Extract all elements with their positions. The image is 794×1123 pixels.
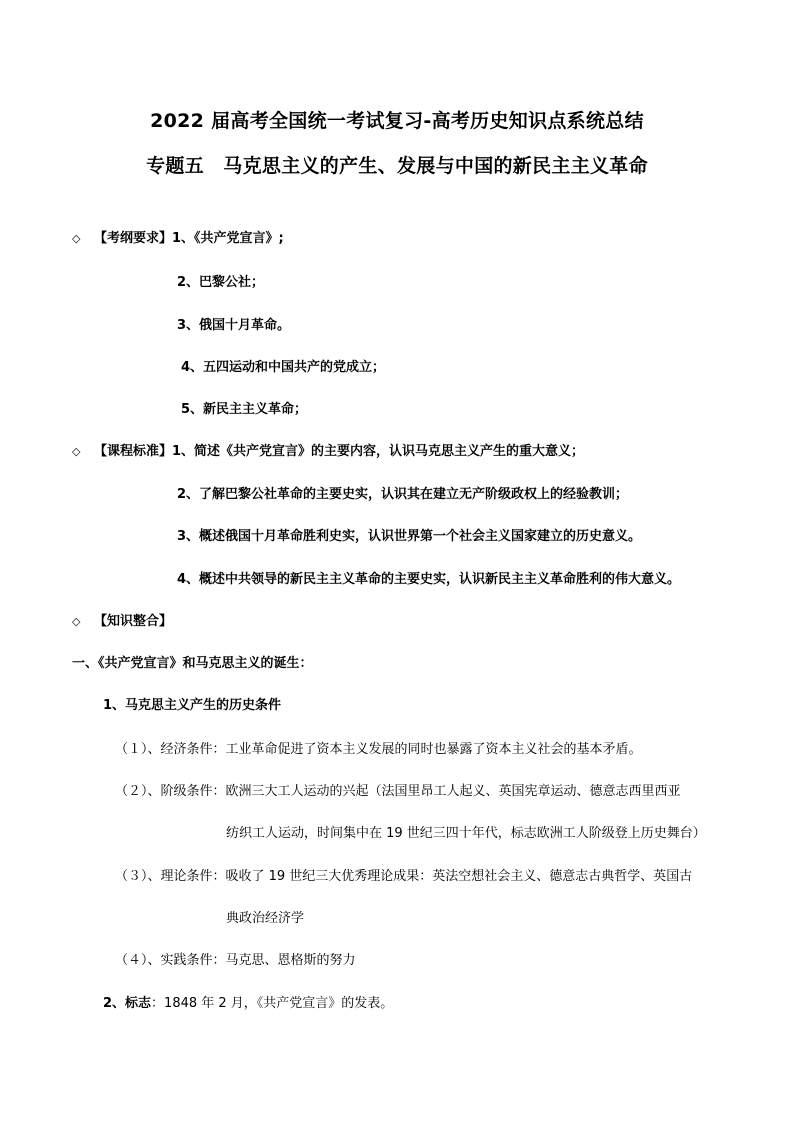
condition-item: （１）、经济条件：工业革命促进了资本主义发展的同时也暴露了资本主义社会的基本矛盾。 [115, 742, 642, 757]
standards-row [72, 443, 584, 461]
subsection-line [103, 995, 393, 1013]
condition-item: （２）、阶级条件：欧洲三大工人运动的兴起（法国里昂工人起义、英国宪章运动、德意志西里西亚 [115, 784, 681, 799]
syllabus-label: 【考纲要求】 [94, 231, 173, 246]
section-heading: 一、《共产党宣言》和马克思主义的诞生： [72, 656, 313, 671]
standards-item: 2、了解巴黎公社革命的主要史实，认识其在建立无产阶级政权上的经验教训； [177, 487, 629, 502]
syllabus-item: 3、俄国十月革命。 [177, 318, 291, 333]
syllabus-item: 1、《共产党宣言》; [172, 231, 284, 246]
page-subtitle: 专题五 马克思主义的产生、发展与中国的新民主主义革命 [146, 155, 648, 177]
condition-item-continued: 纺织工人运动，时间集中在 19 世纪三四十年代，标志欧洲工人阶级登上历史舞台） [226, 826, 706, 841]
diamond-bullet-icon: ◇ [72, 232, 81, 245]
subsection-heading: 1、马克思主义产生的历史条件 [103, 698, 282, 713]
page-title: 2022 届高考全国统一考试复习-高考历史知识点系统总结 [150, 110, 644, 132]
syllabus-item: 2、巴黎公社； [177, 275, 265, 290]
knowledge-label: 【知识整合】 [94, 614, 173, 629]
syllabus-item: 4、五四运动和中国共产的党成立； [181, 360, 386, 375]
condition-item-continued: 典政治经济学 [226, 911, 305, 926]
condition-item: （４）、实践条件：马克思、恩格斯的努力 [115, 953, 356, 968]
subsection-label: 2、标志 [103, 996, 152, 1011]
diamond-bullet-icon: ◇ [72, 615, 81, 628]
diamond-bullet-icon: ◇ [72, 445, 81, 458]
knowledge-row [72, 613, 172, 631]
syllabus-row [72, 230, 284, 248]
standards-item: 3、概述俄国十月革命胜利史实，认识世界第一个社会主义国家建立的历史意义。 [177, 529, 642, 544]
condition-item: （３）、理论条件：吸收了 19 世纪三大优秀理论成果：英法空想社会主义、德意志古典哲学、英国古 [115, 869, 693, 884]
syllabus-item: 5、新民主主义革命； [181, 402, 308, 417]
subsection-text: ：1848 年 2 月，《共产党宣言》的发表。 [151, 996, 394, 1011]
standards-label: 【课程标准】 [94, 444, 173, 459]
standards-item: 1、简述《共产党宣言》的主要内容，认识马克思主义产生的重大意义； [172, 444, 585, 459]
standards-item: 4、概述中共领导的新民主主义革命的主要史实，认识新民主主义革命胜利的伟大意义。 [177, 572, 681, 587]
